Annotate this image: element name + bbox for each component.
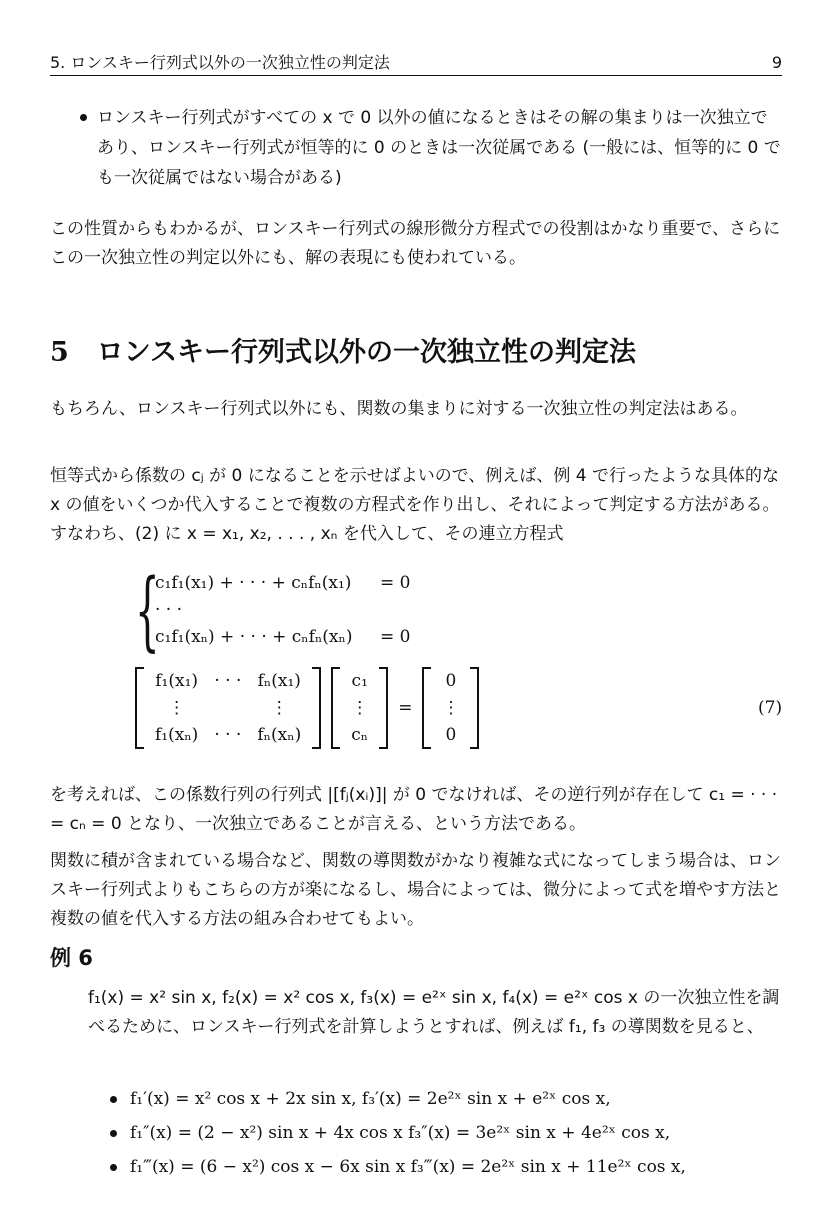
matrix-cell: [206, 694, 249, 721]
system-row-3-rhs: = 0: [380, 627, 411, 647]
derivative-line-2: f₁″(x) = (2 − x²) sin x + 4x cos x f₃″(x) = 3e²ˣ sin x + 4e²ˣ cos x,: [130, 1123, 671, 1143]
page-number: 9: [771, 53, 782, 72]
paragraph-2: 恒等式から係数の cⱼ が 0 になることを示せばよいので、例えば、例 4 で行ったような具体的な x の値をいくつか代入することで複数の方程式を作り出し、それによって判定する方法がある。すなわち、(2) に x = x₁, x₂, . . . , xₙ を代入して、その連立方程式: [50, 466, 780, 544]
matrix-cell: f₁(x₁): [155, 670, 199, 691]
header-section-title: 5. ロンスキー行列式以外の一次独立性の判定法: [50, 53, 390, 72]
vector-cell: cₙ: [351, 725, 369, 746]
vector-cell: c₁: [351, 670, 368, 691]
equation-number: (7): [758, 698, 783, 718]
matrix-cell: f₁(xₙ): [155, 725, 199, 746]
intro-bullet-text: ロンスキー行列式がすべての x で 0 以外の値になるときはその解の集まりは一次独立であり、ロンスキー行列式が恒等的に 0 のときは一次従属である (一般には、恒等的に 0 でも一次従属ではない場合がある): [97, 108, 781, 188]
list-item: [110, 1116, 790, 1150]
vector-cell: 0: [445, 670, 457, 691]
paragraph-4: 関数に積が含まれている場合など、関数の導関数がかなり複雑な式になってしまう場合は、ロンスキー行列式よりもこちらの方が楽になるし、場合によっては、微分によって式を増やす方法と複数の値を代入する方法の組み合わせてもよい。: [50, 851, 781, 929]
intro-bullet: [80, 103, 783, 193]
system-row-1-rhs: = 0: [380, 573, 411, 593]
running-header: [50, 50, 782, 76]
matrix-cell: · · ·: [214, 725, 242, 746]
derivative-list: [110, 1082, 790, 1184]
example-text: f₁(x) = x² sin x, f₂(x) = x² cos x, f₃(x) = e²ˣ sin x, f₄(x) = e²ˣ cos x の一次独立性を調べるために、ロンスキー行列式を計算しようとすれば、例えば f₁, f₃ の導関数を見ると、: [88, 988, 780, 1037]
matrix-cell: ⋮: [270, 697, 288, 718]
system-row-1-lhs: c₁f₁(x₁) + · · · + cₙfₙ(x₁): [155, 573, 352, 593]
section-title: ロンスキー行列式以外の一次独立性の判定法: [96, 337, 636, 368]
paragraph-1: もちろん、ロンスキー行列式以外にも、関数の集まりに対する一次独立性の判定法はある。: [50, 399, 748, 419]
list-item: [110, 1082, 790, 1116]
derivative-line-3: f₁‴(x) = (6 − x²) cos x − 6x sin x f₃‴(x) = 2e²ˣ sin x + 11e²ˣ cos x,: [130, 1157, 686, 1177]
derivative-line-1: f₁′(x) = x² cos x + 2x sin x, f₃′(x) = 2e²ˣ sin x + e²ˣ cos x,: [130, 1089, 611, 1109]
section-number: 5: [50, 337, 69, 368]
section-heading: [50, 330, 636, 369]
left-brace-icon: {: [135, 561, 160, 661]
coefficient-vector: [331, 667, 388, 749]
bullet-dot-icon: [80, 114, 87, 121]
list-item: [110, 1150, 790, 1184]
system-row-2-lhs: · · ·: [155, 600, 183, 620]
paragraph-3: を考えれば、この係数行列の行列式 |[fⱼ(xᵢ)]| が 0 でなければ、その逆行列が存在して c₁ = · · · = cₙ = 0 となり、一次独立であることが言える、という方法である。: [50, 785, 778, 834]
bullet-dot-icon: [110, 1164, 117, 1171]
example-heading: 例 6: [50, 946, 93, 970]
system-row-3-lhs: c₁f₁(xₙ) + · · · + cₙfₙ(xₙ): [155, 627, 353, 647]
matrix-cell: ⋮: [168, 697, 186, 718]
vector-cell: ⋮: [351, 697, 369, 718]
matrix-equation: [135, 665, 479, 751]
system-row-1: [155, 570, 410, 597]
matrix-cell: fₙ(xₙ): [257, 725, 302, 746]
equals-sign: =: [398, 698, 413, 718]
coefficient-matrix: [135, 667, 321, 749]
system-row-3: [155, 624, 410, 651]
vector-cell: ⋮: [442, 697, 460, 718]
zero-vector: [422, 667, 479, 749]
bullet-dot-icon: [110, 1096, 117, 1103]
matrix-cell: · · ·: [214, 670, 242, 691]
vector-cell: 0: [445, 725, 457, 746]
bullet-dot-icon: [110, 1130, 117, 1137]
system-row-2: [155, 597, 410, 624]
intro-paragraph: この性質からもわかるが、ロンスキー行列式の線形微分方程式での役割はかなり重要で、さらにこの一次独立性の判定以外にも、解の表現にも使われている。: [50, 219, 781, 268]
matrix-cell: fₙ(x₁): [257, 670, 301, 691]
